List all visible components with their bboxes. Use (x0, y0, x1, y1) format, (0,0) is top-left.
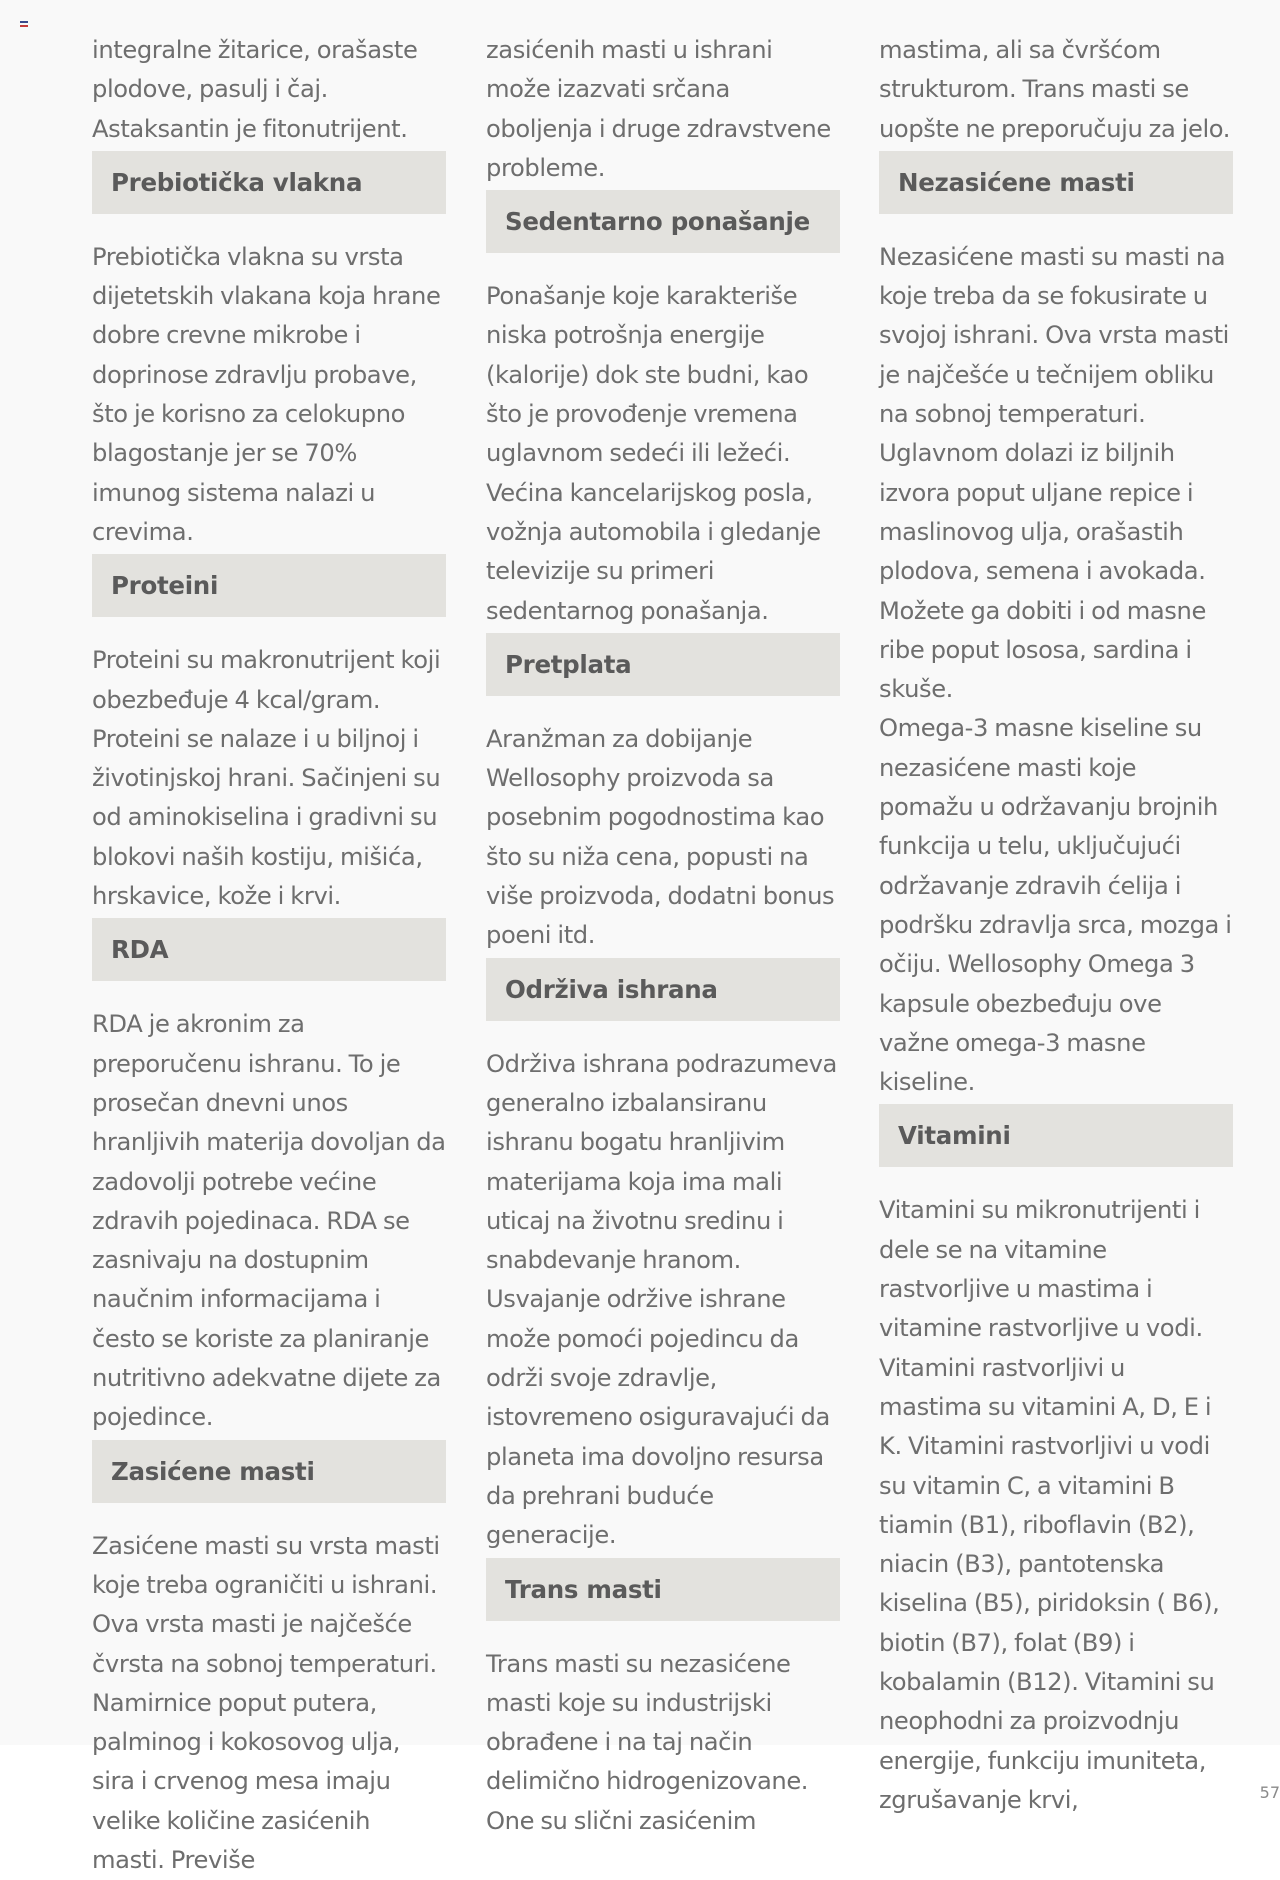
paragraph: integralne žitarice, orašaste plodove, pasulj i čaj. Astaksantin je fitonutrijent. (92, 36, 418, 143)
menu-icon[interactable] (20, 21, 28, 27)
section-heading-trans-fats: Trans masti (486, 1558, 840, 1621)
section-heading-sustainable-diet: Održiva ishrana (486, 958, 840, 1021)
section-heading-unsaturated-fats: Nezasićene masti (879, 151, 1233, 214)
paragraph: Zasićene masti su vrsta masti koje treba ograničiti u ishrani. Ova vrsta masti je najčešće čvrsta na sobnoj temperaturi. Namirnice poput putera, palminog i kokosovog ulja, sira i crvenog mesa imaju velike količine zasićenih masti. Previše (92, 1531, 440, 1874)
section-heading-prebiotic-fiber: Prebiotička vlakna (92, 151, 446, 214)
section-heading-vitamins: Vitamini (879, 1104, 1233, 1167)
paragraph: RDA je akronim za preporučenu ishranu. To je prosečan dnevni unos hranljivih materija dovoljan da zadovolji potrebe većine zdravih pojedinaca. RDA se zasnivaju na dostupnim naučnim informacijama i često se koriste za planiranje nutritivno adekvatne dijete za pojedince. (92, 1010, 446, 1432)
section-heading-subscription: Pretplata (486, 633, 840, 696)
section-heading-rda: RDA (92, 918, 446, 981)
paragraph: Nezasićene masti su masti na koje treba da se fokusirate u svojoj ishrani. Ova vrsta masti je najčešće u tečnijem obliku na sobnoj temperaturi. Uglavnom dolazi iz biljnih izvora poput uljane repice i maslinovog ulja, orašastih plodova, semena i avokada. Možete ga dobiti i od masne ribe poput lososa, sardina i skuše. (879, 242, 1229, 704)
section-heading-sedentary-behavior: Sedentarno ponašanje (486, 190, 840, 253)
section-heading-proteins: Proteini (92, 554, 446, 617)
paragraph: Omega-3 masne kiseline su nezasićene masti koje pomažu u održavanju brojnih funkcija u telu, uključujući održavanje zdravih ćelija i podršku zdravlja srca, mozga i očiju. Wellosophy Omega 3 kapsule obezbeđuju ove važne omega-3 masne kiseline. (879, 714, 1232, 1097)
paragraph: Održiva ishrana podrazumeva generalno izbalansiranu ishranu bogatu hranljivim materijama koja ima mali uticaj na životnu sredinu i snabdevanje hranom. Usvajanje održive ishrane može pomoći pojedincu da održi svoje zdravlje, istovremeno osiguravajući da planeta ima dovoljno resursa da prehrani buduće generacije. (486, 1049, 837, 1550)
paragraph: Aranžman za dobijanje Wellosophy proizvoda sa posebnim pogodnostima kao što su niža cena, popusti na više proizvoda, dodatni bonus poeni itd. (486, 724, 835, 950)
section-heading-saturated-fats: Zasićene masti (92, 1440, 446, 1503)
column-3 (879, 31, 1233, 1820)
column-2 (486, 31, 840, 1841)
paragraph: mastima, ali sa čvršćom strukturom. Trans masti se uopšte ne preporučuju za jelo. (879, 36, 1231, 143)
paragraph: zasićenih masti u ishrani može izazvati srčana oboljenja i druge zdravstvene probleme. (486, 36, 831, 182)
page-number: 57 (1259, 1783, 1280, 1802)
paragraph: Trans masti su nezasićene masti koje su industrijski obrađene i na taj način delimično hidrogenizovane. One su slični zasićenim (486, 1649, 809, 1835)
column-1 (92, 31, 446, 1880)
paragraph: Proteini su makronutrijent koji obezbeđuje 4 kcal/gram. Proteini se nalaze i u biljnoj i životinjskoj hrani. Sačinjeni su od aminokiselina i gradivni su blokovi naših kostiju, mišića, hrskavice, kože i krvi. (92, 646, 441, 911)
paragraph: Vitamini su mikronutrijenti i dele se na vitamine rastvorljive u mastima i vitamine rastvorljive u vodi. Vitamini rastvorljivi u mastima su vitamini A, D, E i K. Vitamini rastvorljivi u vodi su vitamin C, a vitamini B tiamin (B1), riboflavin (B2), niacin (B3), pantotenska kiselina (B5), piridoksin ( B6), biotin (B7), folat (B9) i kobalamin (B12). Vitamini su neophodni za proizvodnju energije, funkciju imuniteta, zgrušavanje krvi, (879, 1196, 1220, 1814)
paragraph: Ponašanje koje karakteriše niska potrošnja energije (kalorije) dok ste budni, kao što je provođenje vremena uglavnom sedeći ili ležeći. Većina kancelarijskog posla, vožnja automobila i gledanje televizije su primeri sedentarnog ponašanja. (486, 282, 821, 625)
paragraph: Prebiotička vlakna su vrsta dijetetskih vlakana koja hrane dobre crevne mikrobe i doprinose zdravlju probave, što je korisno za celokupno blagostanje jer se 70% imunog sistema nalazi u crevima. (92, 242, 441, 546)
